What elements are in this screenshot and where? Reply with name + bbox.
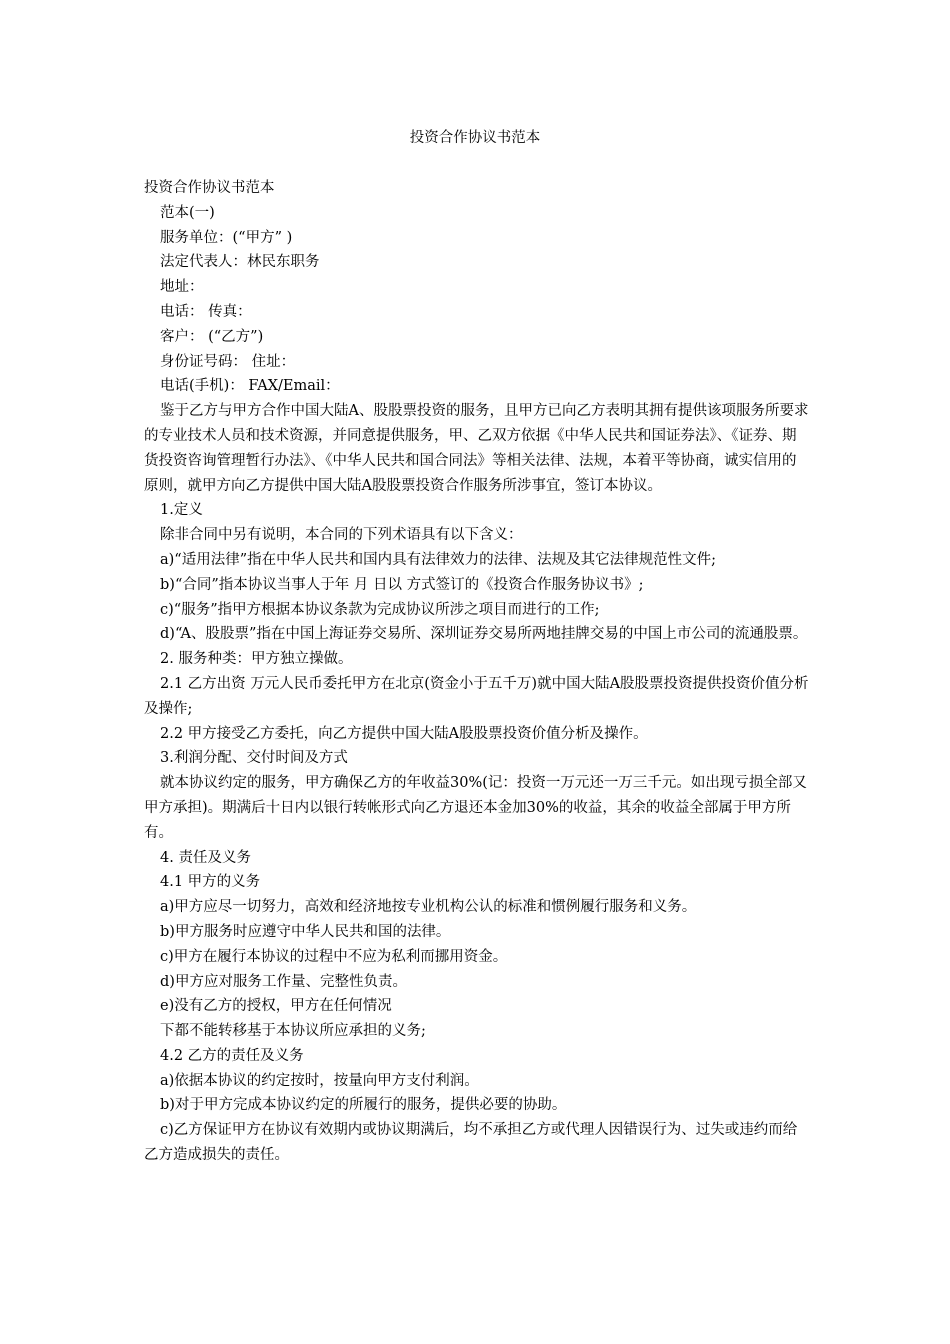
document-body <box>144 176 810 1168</box>
paragraph-id-address: 身份证号码： 住址： <box>160 353 296 370</box>
subsection-heading-party-b: 4.2 乙方的责任及义务 <box>160 1047 304 1064</box>
paragraph-definition-c: c)“服务”指甲方根据本协议条款为完成协议所涉之项目而进行的工作; <box>160 601 600 618</box>
paragraph-party-a-duty-e: e)没有乙方的授权，甲方在任何情况 <box>160 998 392 1015</box>
paragraph-clause-2-1: 2.1 乙方出资 万元人民币委托甲方在北京(资金小于五千万)就中国大陆A股股票投资提供投资价值分析及操作; <box>144 675 809 717</box>
section-heading-definitions: 1.定义 <box>160 502 203 519</box>
paragraph-party-a-duty-c: c)甲方在履行本协议的过程中不应为私利而挪用资金。 <box>160 948 508 965</box>
paragraph-party-b-duty-c: c)乙方保证甲方在协议有效期内或协议期满后，均不承担乙方或代理人因错误行为、过失或违约而给乙方造成损失的责任。 <box>144 1122 798 1164</box>
paragraph-profit-terms: 就本协议约定的服务，甲方确保乙方的年收益30%(记：投资一万元还一万三千元。如出现亏损全部又甲方承担)。期满后十日内以银行转帐形式向乙方退还本金加30%的收益，其余的收益全部属于甲方所有。 <box>144 775 807 841</box>
document-title: 投资合作协议书范本 <box>409 130 541 146</box>
paragraph-template-label: 范本(一) <box>160 204 215 221</box>
paragraph-phone-fax: 电话： 传真： <box>160 303 252 320</box>
subsection-heading-party-a: 4.1 甲方的义务 <box>160 874 261 891</box>
paragraph-party-a-duty-d: d)甲方应对服务工作量、完整性负责。 <box>160 973 407 990</box>
section-heading-profit: 3.利润分配、交付时间及方式 <box>160 750 348 767</box>
paragraph-definition-d: d)“A、股股票”指在中国上海证券交易所、深圳证券交易所两地挂牌交易的中国上市公司的流通股票。 <box>160 626 808 643</box>
paragraph-client: 客户： (“乙方”) <box>160 328 264 345</box>
paragraph-definitions-intro: 除非合同中另有说明，本合同的下列术语具有以下含义： <box>160 527 523 544</box>
paragraph-party-a-duty-e-cont: 下都不能转移基于本协议所应承担的义务; <box>160 1023 426 1040</box>
paragraph-party-b-duty-b: b)对于甲方完成本协议约定的所履行的服务，提供必要的协助。 <box>160 1097 567 1114</box>
paragraph-party-a-duty-b: b)甲方服务时应遵守中华人民共和国的法律。 <box>160 923 451 940</box>
section-heading-service-type: 2. 服务种类：甲方独立操做。 <box>160 651 353 668</box>
paragraph-address: 地址： <box>160 279 204 296</box>
paragraph-heading: 投资合作协议书范本 <box>144 180 275 196</box>
paragraph-party-a-duty-a: a)甲方应尽一切努力，高效和经济地按专业机构公认的标准和惯例履行服务和义务。 <box>160 899 697 916</box>
paragraph-definition-b: b)“合同”指本协议当事人于年 月 日以 方式签订的《投资合作服务协议书》; <box>160 576 644 593</box>
paragraph-definition-a: a)“适用法律”指在中华人民共和国内具有法律效力的法律、法规及其它法律规范性文件; <box>160 551 717 568</box>
paragraph-preamble: 鉴于乙方与甲方合作中国大陆A、股股票投资的服务，且甲方已向乙方表明其拥有提供该项服务所要求的专业技术人员和技术资源，并同意提供服务，甲、乙双方依据《中华人民共和国证券法》、《证券、期货投资咨询管理暂行办法》、《中华人民共和国合同法》等相关法律、法规，本着平等协商，诚实信用的原则，就甲方向乙方提供中国大陆A股股票投资合作服务所涉事宜，签订本协议。 <box>144 403 809 494</box>
paragraph-party-b-duty-a: a)依据本协议的约定按时，按量向甲方支付利润。 <box>160 1072 479 1089</box>
paragraph-service-unit: 服务单位：(“甲方” ) <box>160 229 293 246</box>
paragraph-clause-2-2: 2.2 甲方接受乙方委托，向乙方提供中国大陆A股股票投资价值分析及操作。 <box>160 725 648 742</box>
paragraph-mobile-email: 电话(手机)： FAX/Email： <box>160 378 340 395</box>
section-heading-duties: 4. 责任及义务 <box>160 849 251 866</box>
paragraph-legal-rep: 法定代表人：林民东职务 <box>160 254 320 271</box>
